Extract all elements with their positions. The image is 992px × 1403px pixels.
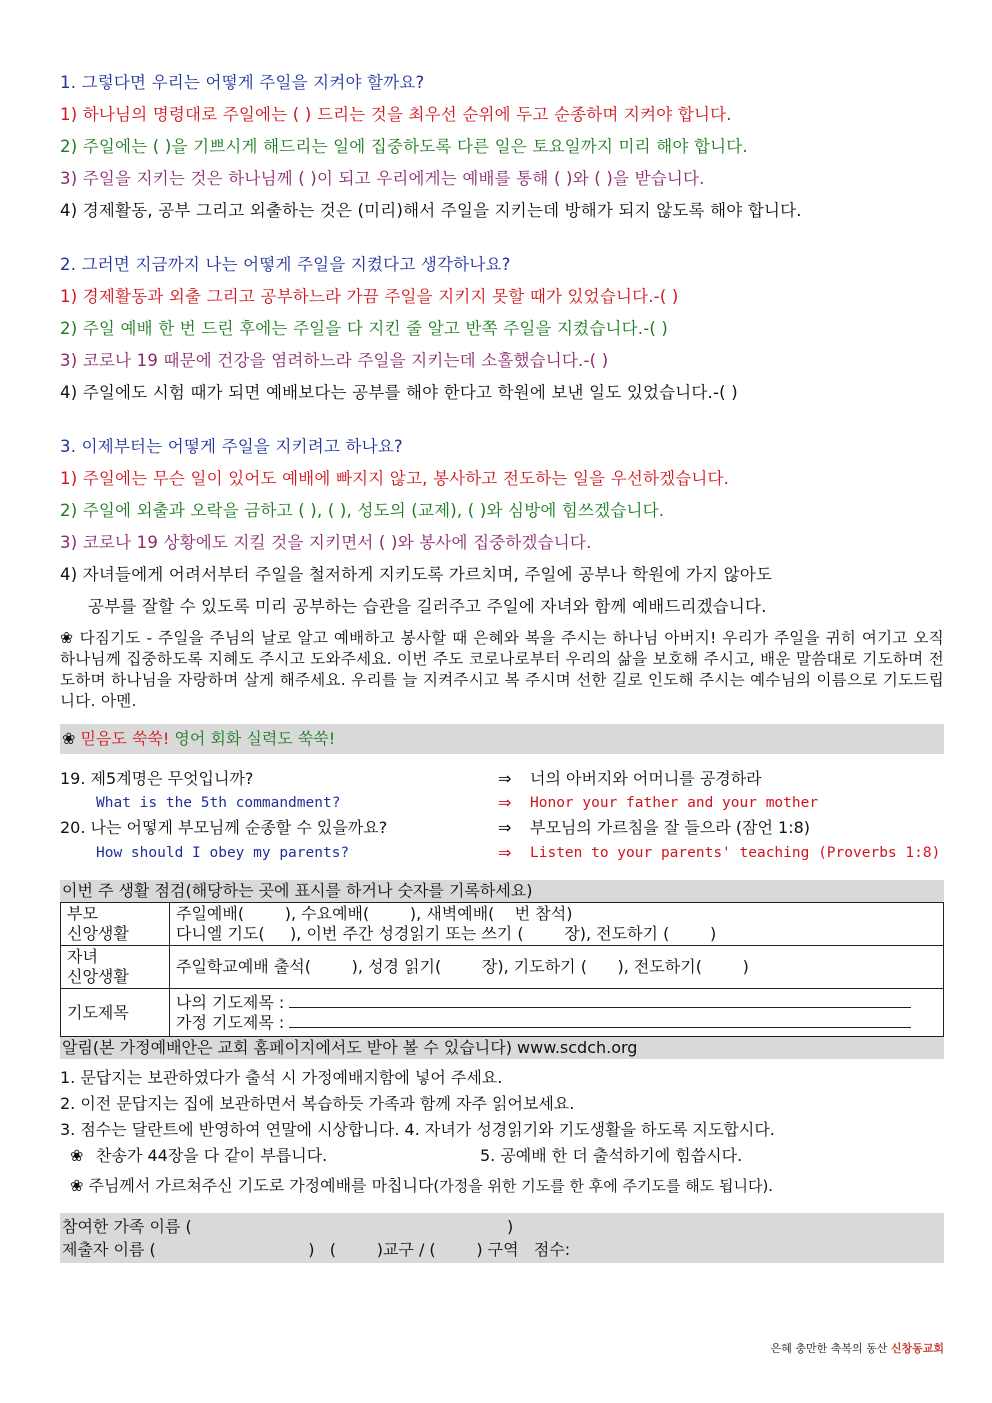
note-item: 3. 점수는 달란트에 반영하여 연말에 시상합니다. 4. 자녀가 성경읽기와 기도생활을 하도록 지도합시다. xyxy=(60,1120,775,1139)
church-footer xyxy=(771,1340,944,1356)
list-item: 2) 주일에는 ( )을 기쁘시게 해드리는 일에 집중하도록 다른 일은 토요일까지 미리 해야 합니다. xyxy=(60,137,748,156)
flower-icon: ❀ xyxy=(70,1176,84,1195)
flower-icon: ❀ xyxy=(70,1146,84,1165)
parent-line-2[interactable]: 다니엘 기도( ), 이번 주간 성경읽기 또는 쓰기 ( 장), 전도하기 ( ) xyxy=(176,924,717,943)
closing-small: (가정을 위한 기도를 한 후에 주기도를 해도 됩니다). xyxy=(433,1177,774,1195)
notice-bar xyxy=(60,1037,944,1059)
answer-en: Listen to your parents' teaching (Proverbs 1:8) xyxy=(530,845,941,861)
list-item: 1) 주일에는 무슨 일이 있어도 예배에 빠지지 않고, 봉사하고 전도하는 일을 우선하겠습니다. xyxy=(60,469,730,488)
child-line-1[interactable]: 주일학교예배 출석( ), 성경 읽기( 장), 기도하기 ( ), 전도하기( ) xyxy=(176,957,749,976)
check-header-title: 이번 주 생활 점검 xyxy=(62,881,186,900)
list-item: 1) 하나님의 명령대로 주일에는 ( ) 드리는 것을 최우선 순위에 두고 순종하며 지켜야 합니다. xyxy=(60,105,732,124)
church-name: 신창동교회 xyxy=(890,1342,944,1355)
prayer-heading: 다짐기도 xyxy=(79,629,141,647)
section-1 xyxy=(60,72,944,221)
question-ko: 20. 나는 어떻게 부모님께 순종할 수 있을까요? xyxy=(60,818,388,837)
family-prayer-field[interactable] xyxy=(289,1013,911,1028)
prayer-text: - 주일을 주님의 날로 알고 예배하고 봉사할 때 은혜와 복을 주시는 하나님 아버지! 우리가 주일을 귀히 여기고 오직 하나님께 집중하도록 지혜도 주시고 도와주세요. 이번 주도 코로나로부터 우리의 삶을 보호해 주시고, 배운 말씀대로 기도하며 전도하며 하나님을 자랑하며 살게 해주세요. 우리를 늘 지켜주시고 복 주시며 선한 길로 인도해 주시는 예수님의 이름으로 기도드립니다. 아멘. xyxy=(60,629,945,710)
footer-slogan: 은혜 충만한 축복의 동산 xyxy=(770,1342,891,1355)
list-item: 1) 경제활동과 외출 그리고 공부하느라 가끔 주일을 지키지 못할 때가 있었습니다.-( ) xyxy=(60,287,679,306)
check-table xyxy=(60,902,944,1037)
answer-ko: 너의 아버지와 어머니를 공경하라 xyxy=(530,769,762,788)
submitter-field[interactable]: 제출자 이름 ( ) ( )교구 / ( ) 구역 점수: xyxy=(62,1240,571,1259)
closing-main: 주님께서 가르쳐주신 기도로 가정예배를 마칩니다 xyxy=(88,1176,434,1195)
hymn-line xyxy=(60,1143,944,1169)
pledge-prayer xyxy=(60,628,944,712)
question-ko: 19. 제5계명은 무엇입니까? xyxy=(60,769,254,788)
list-item: 3) 코로나 19 상황에도 지킬 것을 지키면서 ( )와 봉사에 집중하겠습니다. xyxy=(60,533,592,552)
instructions xyxy=(60,1065,944,1199)
row-label: 기도제목 xyxy=(61,989,170,1037)
section-title: 2. 그러면 지금까지 나는 어떻게 주일을 지켰다고 생각하나요? xyxy=(60,255,511,274)
row-label: 자녀 신앙생활 xyxy=(61,946,170,989)
question-en: How should I obey my parents? xyxy=(96,845,350,861)
table-row xyxy=(61,903,944,946)
arrow-icon: ⇒ xyxy=(498,793,512,812)
list-item: 4) 자녀들에게 어려서부터 주일을 철저하게 지키도록 가르치며, 주일에 공부나 학원에 가지 않아도 xyxy=(60,565,773,584)
section-2 xyxy=(60,254,944,403)
list-item: 3) 주일을 지키는 것은 하나님께 ( )이 되고 우리에게는 예배를 통해 ( )와 ( )을 받습니다. xyxy=(60,169,705,188)
arrow-icon: ⇒ xyxy=(498,818,512,837)
worksheet-page xyxy=(60,72,944,1263)
arrow-icon: ⇒ xyxy=(498,769,512,788)
closing-line xyxy=(60,1173,944,1199)
prayer-topic-label: 나의 기도제목 : xyxy=(176,992,285,1012)
list-item: 4) 주일에도 시험 때가 되면 예배보다는 공부를 해야 한다고 학원에 보낸 일도 있었습니다.-( ) xyxy=(60,383,738,402)
weekly-check xyxy=(60,880,944,1059)
flower-icon: ❀ xyxy=(60,629,74,647)
note-item: 5. 공예배 한 더 출석하기에 힘씁시다. xyxy=(480,1146,743,1165)
note-item: 1. 문답지는 보관하였다가 출석 시 가정예배지함에 넣어 주세요. xyxy=(60,1068,503,1087)
table-row xyxy=(61,946,944,989)
notice-title: 알림 xyxy=(62,1038,93,1057)
submission-box xyxy=(60,1213,944,1263)
row-content xyxy=(170,903,944,946)
section-title: 1. 그렇다면 우리는 어떻게 주일을 지켜야 할까요? xyxy=(60,73,425,92)
arrow-icon: ⇒ xyxy=(498,843,512,862)
participants-field[interactable]: 참여한 가족 이름 ( ) xyxy=(62,1217,514,1236)
list-item-continuation: 공부를 잘할 수 있도록 미리 공부하는 습관을 길러주고 주일에 자녀와 함께 예배드리겠습니다. xyxy=(88,597,767,616)
list-item: 2) 주일 예배 한 번 드린 후에는 주일을 다 지킨 줄 알고 반쪽 주일을 지켰습니다.-( ) xyxy=(60,319,669,338)
catechism-qa xyxy=(60,768,944,872)
answer-en: Honor your father and your mother xyxy=(530,795,819,811)
english-banner xyxy=(60,724,944,754)
section-3 xyxy=(60,436,944,617)
check-header-note: (해당하는 곳에 표시를 하거나 숫자를 기록하세요) xyxy=(185,881,533,900)
list-item: 2) 주일에 외출과 오락을 금하고 ( ), ( ), 성도의 (교제), ( )와 심방에 힘쓰겠습니다. xyxy=(60,501,665,520)
list-item: 4) 경제활동, 공부 그리고 외출하는 것은 (미리)해서 주일을 지키는데 방해가 되지 않도록 해야 합니다. xyxy=(60,201,802,220)
banner-english: 영어 회화 실력도 쑥쑥! xyxy=(169,729,336,748)
family-prayer-label: 가정 기도제목 : xyxy=(176,1012,285,1032)
table-row xyxy=(61,989,944,1037)
question-en: What is the 5th commandment? xyxy=(96,795,341,811)
prayer-topic-field[interactable] xyxy=(289,993,911,1008)
row-label: 부모 신앙생활 xyxy=(61,903,170,946)
parent-line-1[interactable]: 주일예배( ), 수요예배( ), 새벽예배( 번 참석) xyxy=(176,904,573,923)
note-item: 2. 이전 문답지는 집에 보관하면서 복습하듯 가족과 함께 자주 읽어보세요. xyxy=(60,1094,575,1113)
list-item: 3) 코로나 19 때문에 건강을 염려하느라 주일을 지키는데 소홀했습니다.-( ) xyxy=(60,351,609,370)
banner-faith: 믿음도 쑥쑥! xyxy=(80,729,170,748)
flower-icon: ❀ xyxy=(62,729,76,748)
row-content xyxy=(170,989,944,1037)
hymn-text: 찬송가 44장을 다 같이 부릅니다. xyxy=(96,1146,328,1165)
check-header xyxy=(60,880,944,902)
answer-ko: 부모님의 가르침을 잘 들으라 (잠언 1:8) xyxy=(530,818,811,837)
row-content xyxy=(170,946,944,989)
section-title: 3. 이제부터는 어떻게 주일을 지키려고 하나요? xyxy=(60,437,403,456)
notice-text: (본 가정예배안은 교회 홈페이지에서도 받아 볼 수 있습니다) www.scdch.org xyxy=(92,1038,638,1057)
